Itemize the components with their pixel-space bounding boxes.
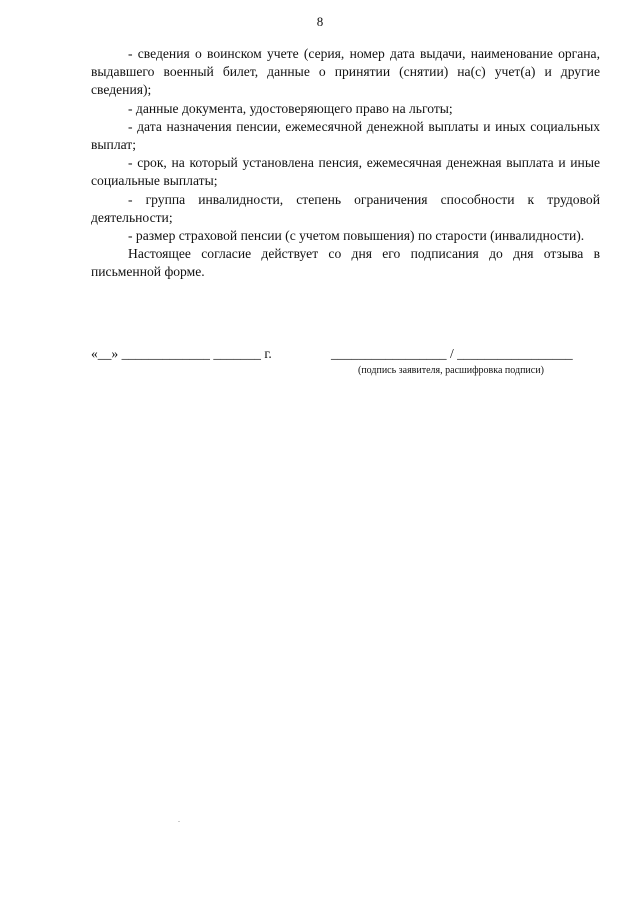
paragraph-consent-validity: Настоящее согласие действует со дня его подписания до дня отзыва в письменной форме. <box>91 246 600 280</box>
document-body <box>91 45 600 282</box>
signature-block <box>91 346 600 386</box>
page-number: 8 <box>316 14 324 29</box>
paragraph-pension-amount: - размер страховой пенсии (с учетом повышения) по старости (инвалидности). <box>128 228 585 244</box>
paragraph-pension-assignment-date: - дата назначения пенсии, ежемесячной денежной выплаты и иных социальных выплат; <box>91 118 600 153</box>
paragraph-pension-term: - срок, на который установлена пенсия, ежемесячная денежная выплата и иные социальные выплаты; <box>91 155 600 189</box>
scan-speck <box>178 821 180 822</box>
paragraph-benefit-document: - данные документа, удостоверяющего право на льготы; <box>128 100 453 116</box>
signature-caption: (подпись заявителя, расшифровка подписи) <box>358 365 544 376</box>
paragraph-military-registration: - сведения о воинском учете (серия, номер дата выдачи, наименование органа, выдавшего военный билет, данные о принятии (снятии) на(с) учет(а) и другие сведения); <box>91 46 600 98</box>
paragraph-disability-group: - группа инвалидности, степень ограничения способности к трудовой деятельности; <box>91 191 600 225</box>
date-line: «__» _____________ _______ г. <box>91 346 272 361</box>
signature-line: _________________ / _________________ <box>331 346 573 361</box>
